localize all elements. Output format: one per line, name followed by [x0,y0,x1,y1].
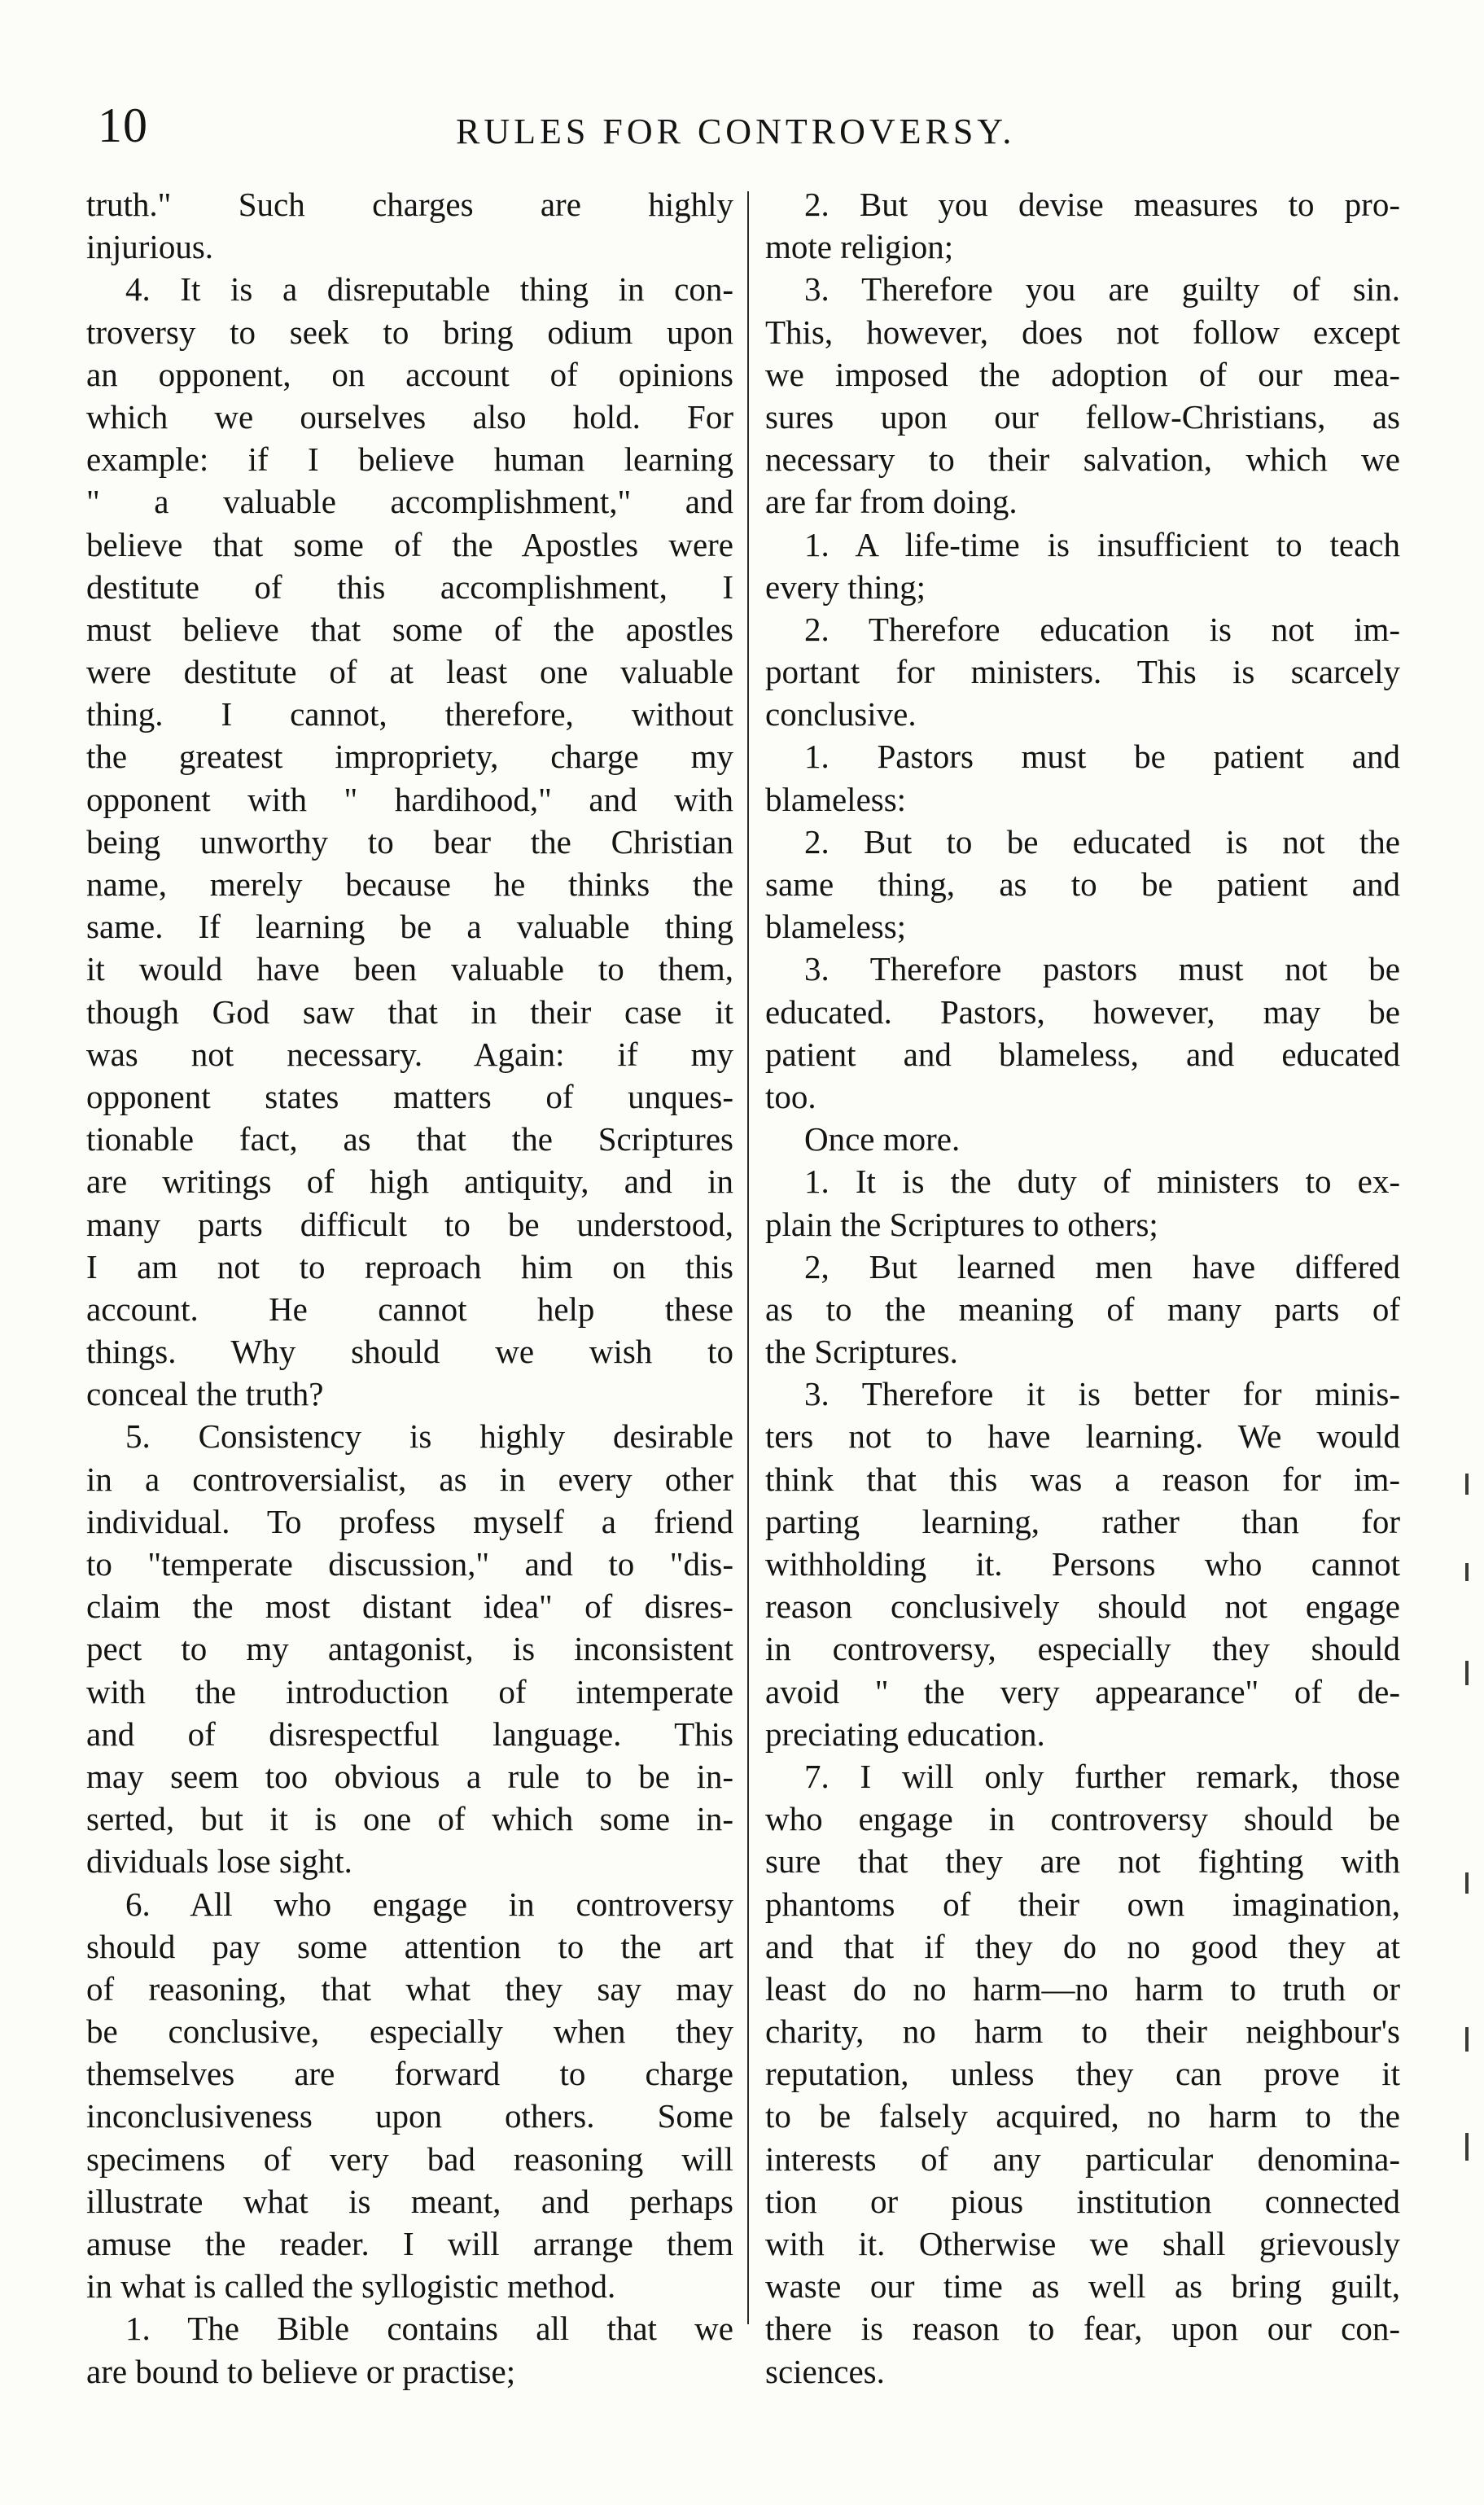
text-line: inconclusiveness upon others. Some [86,2097,733,2135]
text-line: sure that they are not fighting with [765,1842,1400,1881]
text-line: reason conclusively should not engage [765,1588,1400,1626]
text-line: there is reason to fear, upon our con- [765,2310,1400,2348]
text-line: who engage in controversy should be [765,1800,1400,1838]
text-line: name, merely because he thinks the [86,865,733,903]
text-line: serted, but it is one of which some in- [86,1800,733,1838]
text-line: with the introduction of intemperate [86,1672,733,1710]
text-line: sciences. [765,2352,885,2390]
text-line: many parts difficult to be understood, [86,1205,733,1243]
text-line: opponent with " hardihood," and with [86,780,733,818]
text-line: 1. A life-time is insufficient to teach [804,525,1400,563]
text-line: phantoms of their own imagination, [765,1885,1400,1923]
text-line: " a valuable accomplishment," and [86,483,733,521]
text-line: and that if they do no good they at [765,1927,1400,1965]
text-line: 1. The Bible contains all that we [125,2310,733,2348]
text-line: 3. Therefore it is better for minis- [804,1375,1400,1413]
text-line: with it. Otherwise we shall grievously [765,2225,1400,2262]
text-line: avoid " the very appearance" of de- [765,1672,1400,1710]
text-line: 6. All who engage in controversy [125,1885,733,1923]
text-line: charity, no harm to their neighbour's [765,2012,1400,2051]
text-line: and of disrespectful language. This [86,1715,733,1753]
text-line: 2, But learned men have differed [804,1247,1400,1285]
text-line: illustrate what is meant, and perhaps [86,2182,733,2220]
text-line: specimens of very bad reasoning will [86,2139,733,2178]
text-line: believe that some of the Apostles were [86,525,733,563]
margin-mark [1465,2027,1469,2052]
text-line: This, however, does not follow except [765,313,1400,351]
text-line: 1. Pastors must be patient and [804,738,1400,776]
margin-mark [1465,1661,1469,1685]
text-line: of reasoning, that what they say may [86,1969,733,2008]
text-line: thing. I cannot, therefore, without [86,695,733,734]
text-line: 7. I will only further remark, those [804,1757,1400,1795]
running-title: RULES FOR CONTROVERSY. [456,112,1016,151]
text-line: 1. It is the duty of ministers to ex- [804,1163,1400,1201]
text-line: to be falsely acquired, no harm to the [765,2097,1400,2135]
text-line: Once more. [804,1120,961,1158]
text-line: 2. But to be educated is not the [804,822,1400,861]
text-line: are writings of high antiquity, and in [86,1163,733,1201]
text-line: opponent states matters of unques- [86,1077,733,1115]
text-line: conceal the truth? [86,1375,324,1413]
text-line: being unworthy to bear the Christian [86,822,733,861]
text-line: were destitute of at least one valuable [86,653,733,691]
text-line: preciating education. [765,1715,1045,1753]
right-column [765,183,1400,2393]
text-line: themselves are forward to charge [86,2055,733,2093]
text-line: was not necessary. Again: if my [86,1035,733,1073]
text-line: educated. Pastors, however, may be [765,992,1400,1031]
text-line: are far from doing. [765,483,1018,521]
text-line: things. Why should we wish to [86,1333,733,1371]
text-line: 3. Therefore you are guilty of sin. [804,270,1400,309]
text-line: though God saw that in their case it [86,992,733,1031]
margin-mark [1465,2133,1469,2161]
text-line: truth." Such charges are highly [86,186,733,223]
text-line: may seem too obvious a rule to be in- [86,1757,733,1795]
text-line: same. If learning be a valuable thing [86,908,733,946]
text-line: every thing; [765,567,926,606]
text-line: we imposed the adoption of our mea- [765,355,1400,393]
column-divider [747,191,749,2324]
text-line: in a controversialist, as in every other [86,1460,733,1498]
text-line: be conclusive, especially when they [86,2012,733,2051]
text-line: same thing, as to be patient and [765,865,1400,903]
text-line: parting learning, rather than for [765,1502,1400,1540]
text-line: 2. But you devise measures to pro- [804,186,1400,223]
text-line: example: if I believe human learning [86,440,733,479]
text-line: amuse the reader. I will arrange them [86,2225,733,2262]
margin-mark [1465,1474,1469,1495]
margin-mark [1465,1563,1469,1581]
text-line: dividuals lose sight. [86,1842,352,1881]
text-line: tion or pious institution connected [765,2182,1400,2220]
page-number: 10 [98,99,148,152]
text-line: troversy to seek to bring odium upon [86,313,733,351]
text-line: it would have been valuable to them, [86,950,733,988]
text-line: least do no harm—no harm to truth or [765,1969,1400,2008]
text-line: 3. Therefore pastors must not be [804,950,1400,988]
text-line: claim the most distant idea" of disres- [86,1588,733,1626]
text-line: the greatest impropriety, charge my [86,738,733,776]
text-line: patient and blameless, and educated [765,1035,1400,1073]
text-line: conclusive. [765,695,917,734]
text-line: must believe that some of the apostles [86,610,733,648]
text-line: account. He cannot help these [86,1290,733,1328]
text-line: 5. Consistency is highly desirable [125,1417,733,1456]
text-line: 4. It is a disreputable thing in con- [125,270,733,309]
text-line: sures upon our fellow-Christians, as [765,397,1400,436]
text-line: which we ourselves also hold. For [86,397,733,436]
text-line: blameless: [765,780,907,818]
text-line: as to the meaning of many parts of [765,1290,1400,1328]
left-column [86,183,733,2393]
text-line: interests of any particular denomina- [765,2139,1400,2178]
text-line: should pay some attention to the art [86,1927,733,1965]
text-line: withholding it. Persons who cannot [765,1545,1400,1583]
text-line: the Scriptures. [765,1333,958,1371]
text-line: I am not to reproach him on this [86,1247,733,1285]
text-line: are bound to believe or practise; [86,2352,516,2390]
text-line: an opponent, on account of opinions [86,355,733,393]
text-line: ters not to have learning. We would [765,1417,1400,1456]
text-line: blameless; [765,908,907,946]
text-line: reputation, unless they can prove it [765,2055,1400,2093]
text-line: in what is called the syllogistic method. [86,2267,616,2306]
text-line: think that this was a reason for im- [765,1460,1400,1498]
text-line: too. [765,1077,816,1115]
text-line: waste our time as well as bring guilt, [765,2267,1400,2306]
text-line: to "temperate discussion," and to "dis- [86,1545,733,1583]
text-line: 2. Therefore education is not im- [804,610,1400,648]
text-line: mote religion; [765,228,954,266]
text-line: in controversy, especially they should [765,1630,1400,1668]
margin-mark [1465,1872,1469,1894]
text-line: injurious. [86,228,214,266]
text-line: plain the Scriptures to others; [765,1205,1158,1243]
text-line: necessary to their salvation, which we [765,440,1400,479]
text-line: destitute of this accomplishment, I [86,567,733,606]
text-line: portant for ministers. This is scarcely [765,653,1400,691]
text-line: individual. To profess myself a friend [86,1502,733,1540]
text-line: tionable fact, as that the Scriptures [86,1120,733,1158]
text-line: pect to my antagonist, is inconsistent [86,1630,733,1668]
